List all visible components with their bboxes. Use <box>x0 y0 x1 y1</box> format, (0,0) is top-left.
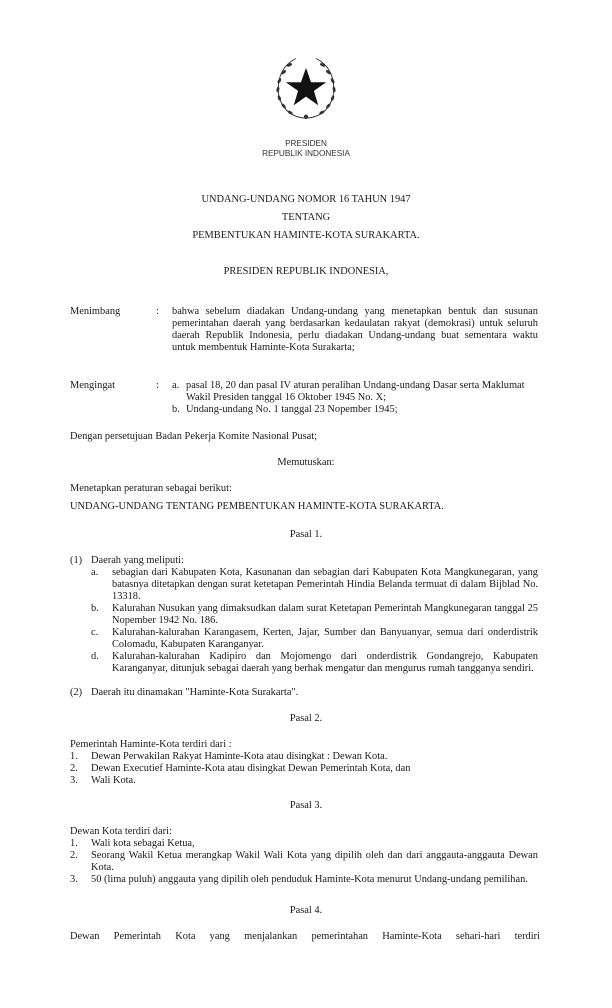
list-item-text: Kalurahan-kalurahan Karangasem, Kerten, Jajar, Sumber dan Banyuanyar, semua dari onderdistrik Colomadu, Kabupaten Karanganyar. <box>112 627 538 650</box>
memutuskan-heading: Memutuskan: <box>277 457 335 468</box>
list-item-text: Kalurahan Nusukan yang dimaksudkan dalam surat Ketetapan Pemerintah Mangkunegaran tanggal 25 Nopember 1942 No. 186. <box>112 603 538 626</box>
list-item-marker: b. <box>91 603 99 614</box>
list-item-marker: 3. <box>70 874 78 885</box>
pasal-2-intro: Pemerintah Haminte-Kota terdiri dari : <box>70 739 232 750</box>
ayat-2-text: Daerah itu dinamakan "Haminte-Kota Surakarta". <box>91 687 299 698</box>
list-item-text: Kalurahan-kalurahan Kadipiro dan Mojomengo dari onderdistrik Gondangrejo, Kabupaten Karanganyar, ditunjuk sebagai daerah yang berhak mengatur dan mengurus rumah tangganya sendiri. <box>112 651 538 674</box>
pasal-4-text: Dewan Pemerintah Kota yang menjalankan pemerintahan Haminte-Kota sehari-hari terdiri <box>70 931 540 942</box>
law-title: UNDANG-UNDANG NOMOR 16 TAHUN 1947 <box>201 194 411 205</box>
ayat-marker: (2) <box>70 687 83 698</box>
list-item-text: Wali kota sebagai Ketua, <box>91 838 195 849</box>
list-item-marker: d. <box>91 651 99 662</box>
pasal-1-heading: Pasal 1. <box>289 529 323 540</box>
list-item-text: 50 (lima puluh) anggauta yang dipilih oleh penduduk Haminte-Kota menurut Undang-undang pemilihan. <box>91 874 528 885</box>
mengingat-label: Mengingat <box>70 380 116 391</box>
menimbang-text: bahwa sebelum diadakan Undang-undang yang menetapkan bentuk dan susunan pemerintahan daerah yang berdasarkan kedaulatan rakyat (demokrasi) untuk seluruh daerah Republik Indonesia, perlu diadakan Undang-undang buat sementara waktu untuk membentuk Haminte-Kota Surakarta; <box>172 306 538 353</box>
issuer-heading: PRESIDEN REPUBLIK INDONESIA, <box>223 266 389 277</box>
ayat-marker: (1) <box>70 555 83 566</box>
mengingat-colon: : <box>156 380 159 391</box>
mengingat-item-marker: b. <box>172 404 180 415</box>
list-item-marker: 2. <box>70 850 78 861</box>
persetujuan-text: Dengan persetujuan Badan Pekerja Komite Nasional Pusat; <box>70 431 318 442</box>
emblem-caption-republik: REPUBLIK INDONESIA <box>262 149 350 158</box>
pasal-3-heading: Pasal 3. <box>289 800 323 811</box>
law-subject: PEMBENTUKAN HAMINTE-KOTA SURAKARTA. <box>192 230 420 241</box>
list-item-text: sebagian dari Kabupaten Kota, Kasunanan dan sebagian dari Kabupaten Kota Mangkunegaran, yang batasnya ditetapkan dengan surat ketetapan Pemerintah Hindia Belanda termuat di dalam Bijblad No. 13318. <box>112 567 538 602</box>
mengingat-item-marker: a. <box>172 380 180 391</box>
pasal-4-heading: Pasal 4. <box>289 905 323 916</box>
pasal-2-heading: Pasal 2. <box>289 713 323 724</box>
list-item-marker: 1. <box>70 838 78 849</box>
menimbang-label: Menimbang <box>70 306 121 317</box>
list-item-marker: 2. <box>70 763 78 774</box>
list-item-marker: 1. <box>70 751 78 762</box>
emblem-caption-presiden: PRESIDEN <box>285 139 327 148</box>
pasal-3-intro: Dewan Kota terdiri dari: <box>70 826 172 837</box>
mengingat-item-text: pasal 18, 20 dan pasal IV aturan peralihan Undang-undang Dasar serta Maklumat Wakil Presiden tanggal 16 Oktober 1945 No. X; <box>186 380 525 403</box>
menimbang-colon: : <box>156 306 159 317</box>
law-title-tentang: TENTANG <box>281 212 331 223</box>
list-item-text: Wali Kota. <box>91 775 136 786</box>
list-item-text: Dewan Perwakilan Rakyat Haminte-Kota atau disingkat : Dewan Kota. <box>91 751 388 762</box>
presidential-emblem-icon <box>270 52 342 124</box>
list-item-marker: a. <box>91 567 99 578</box>
ayat-1-text: Daerah yang meliputi: <box>91 555 184 566</box>
menetapkan-text: Menetapkan peraturan sebagai berikut: <box>70 483 232 494</box>
list-item-marker: 3. <box>70 775 78 786</box>
mengingat-item-text: Undang-undang No. 1 tanggal 23 Nopember 1945; <box>186 404 398 415</box>
law-name-text: UNDANG-UNDANG TENTANG PEMBENTUKAN HAMINTE-KOTA SURAKARTA. <box>70 501 444 512</box>
list-item-text: Dewan Executief Haminte-Kota atau disingkat Dewan Pemerintah Kota, dan <box>91 763 411 774</box>
list-item-marker: c. <box>91 627 99 638</box>
list-item-text: Seorang Wakil Ketua merangkap Wakil Wali Kota yang dipilih oleh dan dari anggauta-anggauta Dewan Kota. <box>91 850 538 873</box>
